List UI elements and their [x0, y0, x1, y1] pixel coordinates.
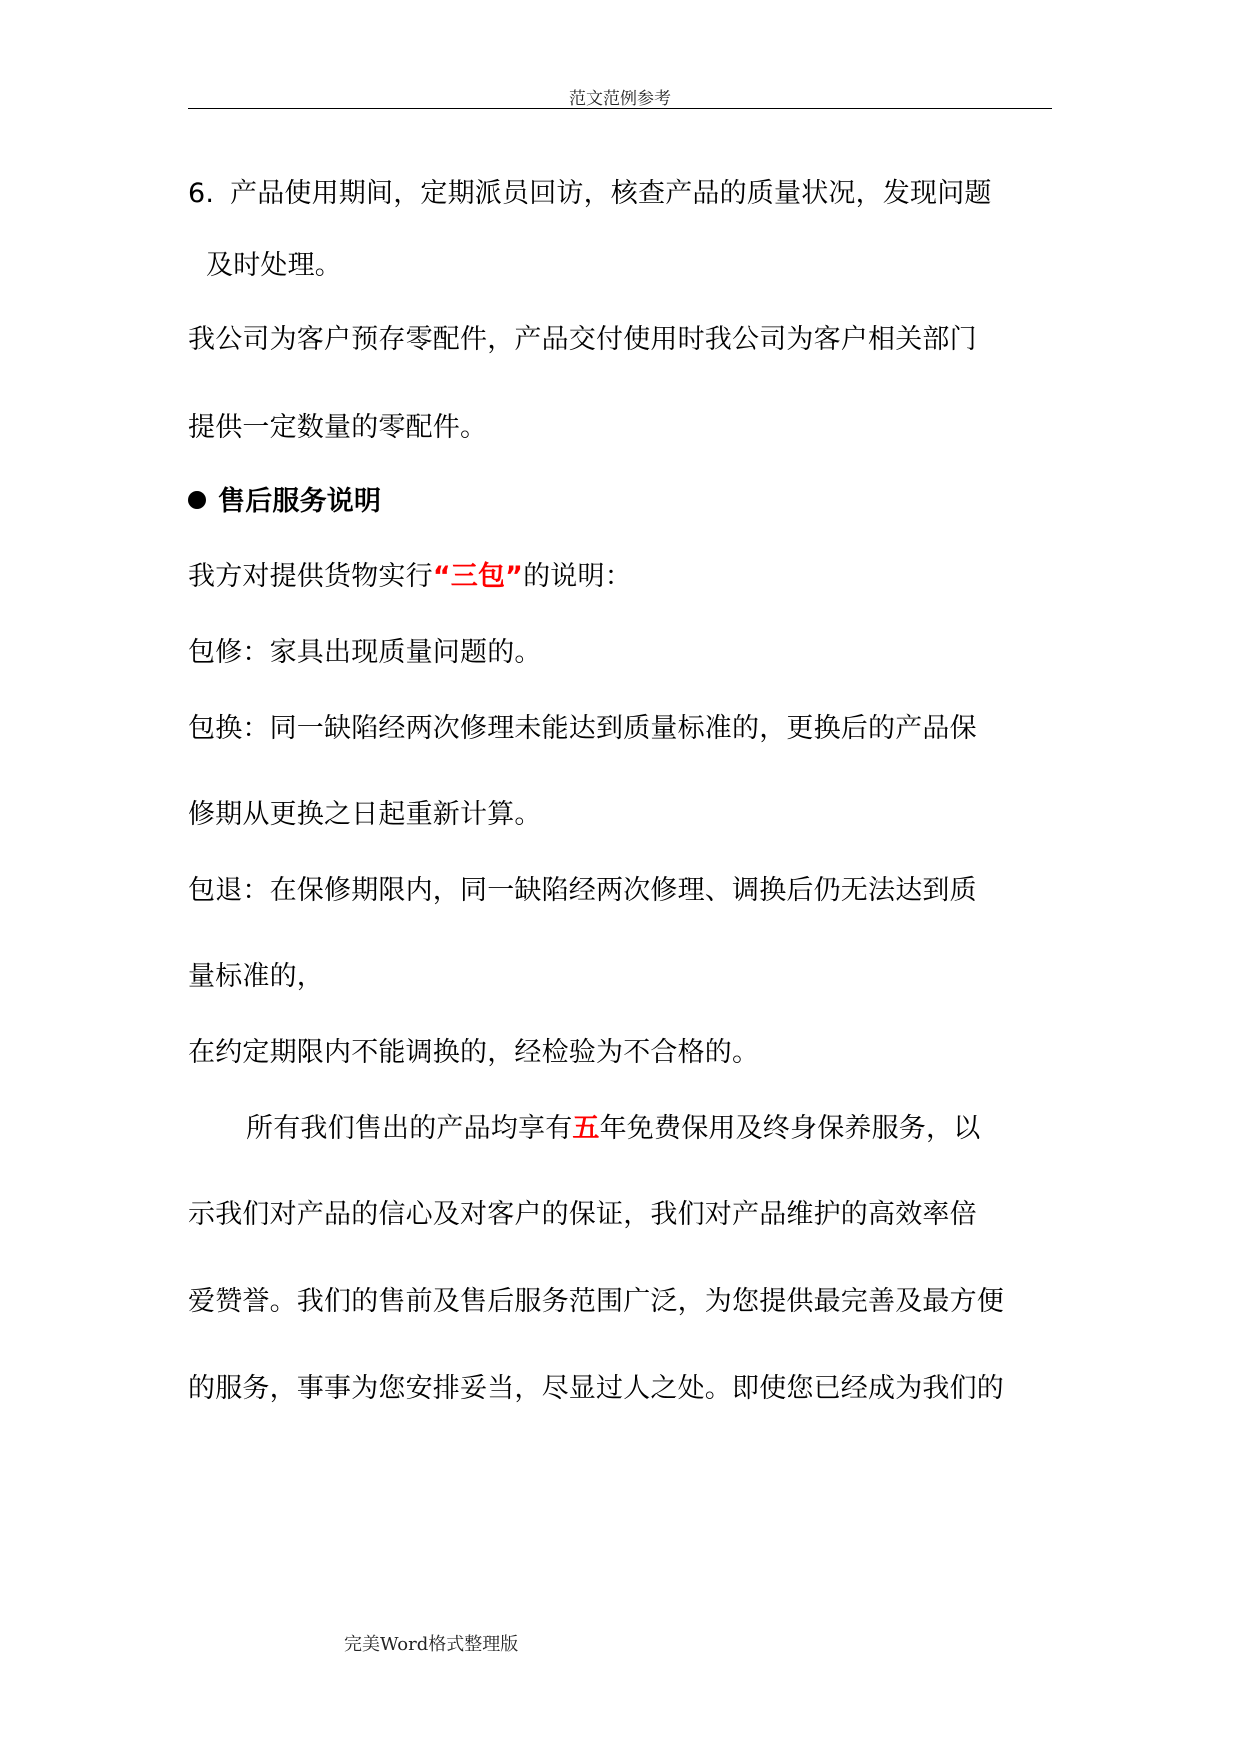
page-header: 范文范例参考 — [569, 89, 671, 109]
three-guarantees-highlight: “三包” — [432, 561, 524, 592]
warranty-line2: 示我们对产品的信心及对客户的保证，我们对产品维护的高效率倍 — [188, 1199, 977, 1230]
list-item-number: 6. — [188, 178, 215, 209]
page-footer: 完美Word格式整理版 — [344, 1634, 519, 1655]
guarantee-refund-line3: 在约定期限内不能调换的，经检验为不合格的。 — [188, 1037, 760, 1068]
guarantee-refund-line1: 包退：在保修期限内，同一缺陷经两次修理、调换后仍无法达到质 — [188, 875, 977, 906]
spare-parts-paragraph-line2: 提供一定数量的零配件。 — [188, 412, 488, 443]
spare-parts-paragraph-line1: 我公司为客户预存零配件，产品交付使用时我公司为客户相关部门 — [188, 324, 977, 355]
warranty-text: 所有我们售出的产品均享有 — [246, 1113, 573, 1144]
guarantee-repair: 包修：家具出现质量问题的。 — [188, 637, 542, 668]
intro-text-end: 的说明： — [523, 561, 632, 592]
list-item-6-line1 — [188, 176, 992, 212]
warranty-line4: 的服务，事事为您安排妥当，尽显过人之处。即使您已经成为我们的 — [188, 1373, 1004, 1404]
three-guarantees-intro — [188, 559, 632, 595]
bullet-icon — [188, 491, 206, 509]
intro-text: 我方对提供货物实行 — [188, 561, 433, 592]
guarantee-replace-line1: 包换：同一缺陷经两次修理未能达到质量标准的，更换后的产品保 — [188, 713, 977, 744]
warranty-years-highlight: 五 — [572, 1113, 600, 1144]
list-item-6-line2: 及时处理。 — [206, 250, 342, 281]
warranty-line3: 爱赞誉。我们的售前及售后服务范围广泛，为您提供最完善及最方便 — [188, 1286, 1004, 1317]
warranty-text-end: 年免费保用及终身保养服务，以 — [599, 1113, 981, 1144]
guarantee-refund-line2: 量标准的， — [188, 961, 324, 992]
list-item-text: 产品使用期间，定期派员回访，核查产品的质量状况，发现问题 — [230, 178, 992, 209]
warranty-line1 — [246, 1111, 980, 1147]
header-divider — [188, 108, 1052, 109]
section-heading — [188, 484, 381, 520]
guarantee-replace-line2: 修期从更换之日起重新计算。 — [188, 799, 542, 830]
section-title: 售后服务说明 — [218, 486, 382, 517]
